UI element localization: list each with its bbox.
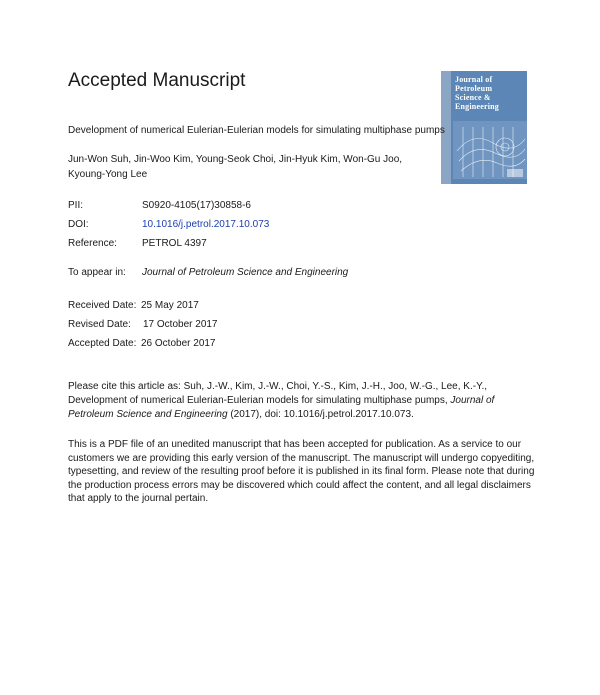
- article-title: Development of numerical Eulerian-Eulerian models for simulating multiphase pumps: [68, 125, 445, 136]
- citation-paragraph: [68, 380, 538, 422]
- received-date-value: 25 May 2017: [141, 300, 199, 311]
- pii-label: PII:: [68, 200, 84, 211]
- cover-title: [455, 75, 525, 111]
- page-heading: Accepted Manuscript: [68, 70, 246, 91]
- pii-value: S0920-4105(17)30858-6: [142, 200, 251, 211]
- revised-date-value: 17 October 2017: [143, 319, 218, 330]
- cover-title-line: Petroleum: [455, 84, 493, 93]
- doi-link[interactable]: 10.1016/j.petrol.2017.10.073: [142, 219, 270, 230]
- received-date-label: Received Date:: [68, 300, 137, 311]
- disclaimer-paragraph: This is a PDF file of an unedited manuscript that has been accepted for publication. As a service to our customers we are providing this early version of the manuscript. The manuscript will undergo copyediting, typesetting, and review of the resulting proof before it is published in its final form. Please note that during the production process errors may be discovered which could affect the content, and all legal disclaimers that apply to the journal pertain.: [68, 439, 535, 504]
- appear-label: To appear in:: [68, 267, 126, 278]
- doi-label: DOI:: [68, 219, 89, 230]
- citation-text: Please cite this article as: Suh, J.-W., Kim, J.-W., Choi, Y.-S., Kim, J.-H., Joo, W.-G., Lee, K.-Y., Development of numerical Eulerian-Eulerian models for simulating multiphase pumps,: [68, 381, 488, 406]
- citation-journal: Journal of Petroleum Science and Engineering: [68, 395, 495, 420]
- cover-title-line: Journal of: [455, 75, 493, 84]
- cover-title-line: Engineering: [455, 102, 499, 111]
- accepted-date-value: 26 October 2017: [141, 338, 216, 349]
- cover-title-line: Science &: [455, 93, 491, 102]
- reference-value: PETROL 4397: [142, 238, 207, 249]
- journal-name: Journal of Petroleum Science and Engineering: [142, 267, 349, 278]
- journal-cover-image: [441, 71, 527, 184]
- revised-date-label: Revised Date:: [68, 319, 131, 330]
- accepted-date-label: Accepted Date:: [68, 338, 137, 349]
- cover-illustration: [453, 121, 527, 179]
- author-list: Jun-Won Suh, Jin-Woo Kim, Young-Seok Choi, Jin-Hyuk Kim, Won-Gu Joo, Kyoung-Yong Lee: [68, 154, 403, 180]
- reference-label: Reference:: [68, 238, 117, 249]
- citation-doi-text: (2017), doi: 10.1016/j.petrol.2017.10.073.: [227, 409, 414, 420]
